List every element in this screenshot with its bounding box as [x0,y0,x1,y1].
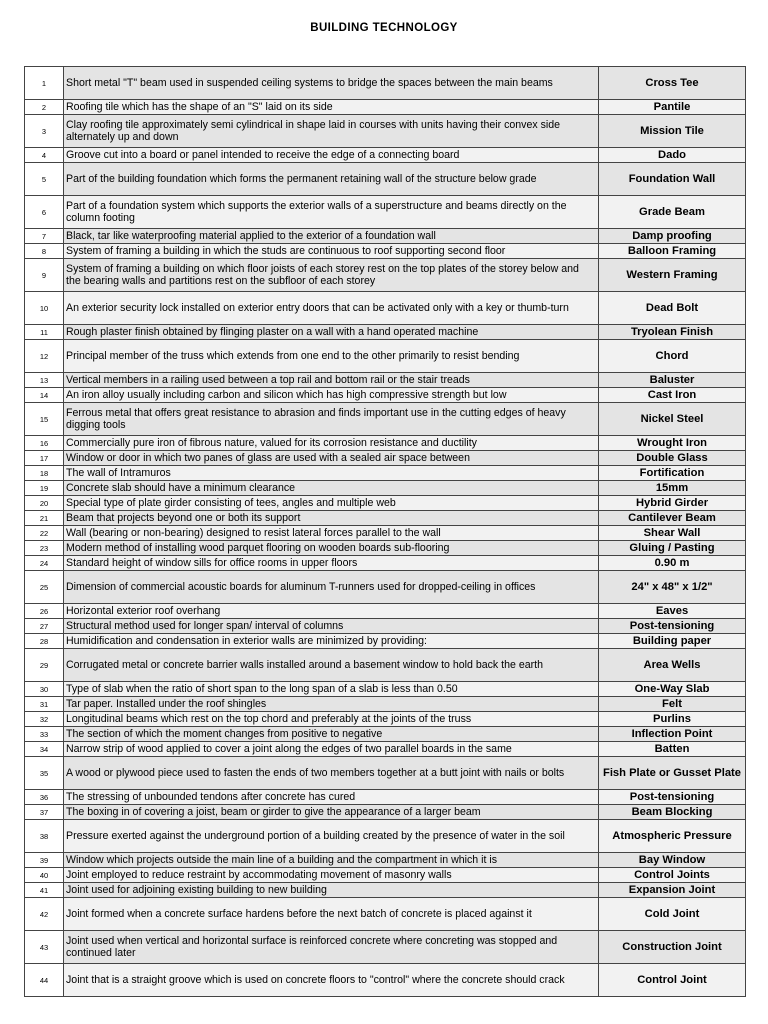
definition-cell: Groove cut into a board or panel intended to receive the edge of a connecting board [64,148,599,163]
term-cell: Purlins [599,712,746,727]
term-cell: Dado [599,148,746,163]
row-number: 43 [25,931,64,964]
table-row [25,883,746,898]
row-number: 7 [25,229,64,244]
term-cell: Nickel Steel [599,403,746,436]
row-number: 2 [25,100,64,115]
definition-cell: Black, tar like waterproofing material applied to the exterior of a foundation wall [64,229,599,244]
table-row [25,196,746,229]
row-number: 39 [25,853,64,868]
definition-cell: Structural method used for longer span/ interval of columns [64,619,599,634]
row-number: 19 [25,481,64,496]
definition-cell: Vertical members in a railing used between a top rail and bottom rail or the stair treads [64,373,599,388]
table-row [25,373,746,388]
definition-cell: Concrete slab should have a minimum clearance [64,481,599,496]
table-row [25,541,746,556]
row-number: 4 [25,148,64,163]
definition-cell: Corrugated metal or concrete barrier walls installed around a basement window to hold back the earth [64,649,599,682]
definition-cell: Standard height of window sills for office rooms in upper floors [64,556,599,571]
row-number: 14 [25,388,64,403]
term-cell: Damp proofing [599,229,746,244]
term-cell: Batten [599,742,746,757]
row-number: 24 [25,556,64,571]
definition-cell: Horizontal exterior roof overhang [64,604,599,619]
term-cell: Cast Iron [599,388,746,403]
row-number: 23 [25,541,64,556]
term-cell: Foundation Wall [599,163,746,196]
table-row [25,259,746,292]
table-row [25,649,746,682]
definition-cell: Special type of plate girder consisting of tees, angles and multiple web [64,496,599,511]
definition-cell: An exterior security lock installed on exterior entry doors that can be activated only with a key or thumb-turn [64,292,599,325]
table-row [25,571,746,604]
row-number: 20 [25,496,64,511]
row-number: 16 [25,436,64,451]
row-number: 13 [25,373,64,388]
term-cell: Cross Tee [599,67,746,100]
definition-cell: Longitudinal beams which rest on the top chord and preferably at the joints of the truss [64,712,599,727]
table-row [25,100,746,115]
table-row [25,148,746,163]
table-row [25,403,746,436]
term-cell: Atmospheric Pressure [599,820,746,853]
definition-cell: The stressing of unbounded tendons after concrete has cured [64,790,599,805]
row-number: 22 [25,526,64,541]
row-number: 15 [25,403,64,436]
row-number: 33 [25,727,64,742]
row-number: 12 [25,340,64,373]
definition-cell: Joint formed when a concrete surface hardens before the next batch of concrete is placed against it [64,898,599,931]
term-cell: Pantile [599,100,746,115]
term-cell: 24" x 48" x 1/2" [599,571,746,604]
term-cell: Building paper [599,634,746,649]
table-row [25,436,746,451]
definition-cell: A wood or plywood piece used to fasten the ends of two members together at a butt joint with nails or bolts [64,757,599,790]
term-cell: Dead Bolt [599,292,746,325]
row-number: 17 [25,451,64,466]
term-cell: Western Framing [599,259,746,292]
definition-cell: The section of which the moment changes from positive to negative [64,727,599,742]
table-row [25,931,746,964]
table-row [25,325,746,340]
table-row [25,466,746,481]
definition-cell: Clay roofing tile approximately semi cylindrical in shape laid in courses with units having their convex side alternately up and down [64,115,599,148]
term-cell: Post-tensioning [599,619,746,634]
definition-cell: Window which projects outside the main line of a building and the compartment in which it is [64,853,599,868]
row-number: 5 [25,163,64,196]
glossary-table [24,66,746,997]
row-number: 41 [25,883,64,898]
term-cell: Area Wells [599,649,746,682]
table-row [25,229,746,244]
definition-cell: Ferrous metal that offers great resistance to abrasion and finds important use in the cutting edges of heavy digging tools [64,403,599,436]
row-number: 28 [25,634,64,649]
term-cell: Tryolean Finish [599,325,746,340]
table-row [25,853,746,868]
row-number: 36 [25,790,64,805]
table-row [25,634,746,649]
table-row [25,757,746,790]
term-cell: Mission Tile [599,115,746,148]
definition-cell: System of framing a building on which floor joists of each storey rest on the top plates of the storey below and the bearing walls and partitions rest on the subfloor of each storey [64,259,599,292]
row-number: 25 [25,571,64,604]
definition-cell: Rough plaster finish obtained by flinging plaster on a wall with a hand operated machine [64,325,599,340]
definition-cell: Tar paper. Installed under the roof shingles [64,697,599,712]
term-cell: Expansion Joint [599,883,746,898]
table-row [25,244,746,259]
row-number: 35 [25,757,64,790]
definition-cell: Principal member of the truss which extends from one end to the other primarily to resist bending [64,340,599,373]
table-row [25,451,746,466]
row-number: 38 [25,820,64,853]
row-number: 34 [25,742,64,757]
row-number: 42 [25,898,64,931]
definition-cell: Joint employed to reduce restraint by accommodating movement of masonry walls [64,868,599,883]
row-number: 11 [25,325,64,340]
table-row [25,481,746,496]
term-cell: Hybrid Girder [599,496,746,511]
definition-cell: Short metal "T" beam used in suspended ceiling systems to bridge the spaces between the main beams [64,67,599,100]
row-number: 40 [25,868,64,883]
term-cell: Beam Blocking [599,805,746,820]
table-row [25,496,746,511]
definition-cell: Roofing tile which has the shape of an "S" laid on its side [64,100,599,115]
glossary-body [25,67,746,997]
term-cell: Double Glass [599,451,746,466]
row-number: 27 [25,619,64,634]
table-row [25,526,746,541]
term-cell: Fish Plate or Gusset Plate [599,757,746,790]
table-row [25,964,746,997]
row-number: 9 [25,259,64,292]
table-row [25,604,746,619]
table-row [25,742,746,757]
term-cell: Wrought Iron [599,436,746,451]
definition-cell: Joint used for adjoining existing building to new building [64,883,599,898]
table-row [25,682,746,697]
term-cell: Bay Window [599,853,746,868]
row-number: 31 [25,697,64,712]
term-cell: 15mm [599,481,746,496]
row-number: 6 [25,196,64,229]
definition-cell: Narrow strip of wood applied to cover a joint along the edges of two parallel boards in the same [64,742,599,757]
definition-cell: Window or door in which two panes of glass are used with a sealed air space between [64,451,599,466]
term-cell: Inflection Point [599,727,746,742]
row-number: 18 [25,466,64,481]
row-number: 10 [25,292,64,325]
term-cell: Cantilever Beam [599,511,746,526]
term-cell: 0.90 m [599,556,746,571]
page-title: BUILDING TECHNOLOGY [310,22,458,34]
term-cell: Post-tensioning [599,790,746,805]
definition-cell: Joint used when vertical and horizontal surface is reinforced concrete where concreting was stopped and continued later [64,931,599,964]
table-row [25,820,746,853]
row-number: 44 [25,964,64,997]
definition-cell: Dimension of commercial acoustic boards for aluminum T-runners used for dropped-ceiling in offices [64,571,599,604]
term-cell: Control Joints [599,868,746,883]
term-cell: Fortification [599,466,746,481]
definition-cell: The wall of Intramuros [64,466,599,481]
table-row [25,67,746,100]
table-row [25,388,746,403]
row-number: 21 [25,511,64,526]
row-number: 32 [25,712,64,727]
table-row [25,790,746,805]
table-row [25,619,746,634]
term-cell: Gluing / Pasting [599,541,746,556]
term-cell: Grade Beam [599,196,746,229]
row-number: 29 [25,649,64,682]
term-cell: Baluster [599,373,746,388]
row-number: 8 [25,244,64,259]
table-row [25,556,746,571]
row-number: 1 [25,67,64,100]
term-cell: Control Joint [599,964,746,997]
table-row [25,727,746,742]
table-row [25,163,746,196]
term-cell: Shear Wall [599,526,746,541]
term-cell: Cold Joint [599,898,746,931]
row-number: 30 [25,682,64,697]
definition-cell: The boxing in of covering a joist, beam or girder to give the appearance of a larger beam [64,805,599,820]
definition-cell: Type of slab when the ratio of short span to the long span of a slab is less than 0.50 [64,682,599,697]
term-cell: Construction Joint [599,931,746,964]
definition-cell: Modern method of installing wood parquet flooring on wooden boards sub-flooring [64,541,599,556]
row-number: 26 [25,604,64,619]
table-row [25,868,746,883]
term-cell: Felt [599,697,746,712]
table-row [25,898,746,931]
definition-cell: Part of the building foundation which forms the permanent retaining wall of the structure below grade [64,163,599,196]
term-cell: Balloon Framing [599,244,746,259]
table-row [25,697,746,712]
term-cell: Chord [599,340,746,373]
table-row [25,805,746,820]
definition-cell: An iron alloy usually including carbon and silicon which has high compressive strength but low [64,388,599,403]
table-row [25,340,746,373]
table-row [25,712,746,727]
definition-cell: Pressure exerted against the underground portion of a building created by the presence of water in the soil [64,820,599,853]
table-row [25,511,746,526]
definition-cell: Joint that is a straight groove which is used on concrete floors to "control" where the concrete should crack [64,964,599,997]
table-row [25,292,746,325]
definition-cell: Wall (bearing or non-bearing) designed to resist lateral forces parallel to the wall [64,526,599,541]
table-row [25,115,746,148]
row-number: 37 [25,805,64,820]
definition-cell: Part of a foundation system which supports the exterior walls of a superstructure and beams directly on the column footing [64,196,599,229]
row-number: 3 [25,115,64,148]
definition-cell: Commercially pure iron of fibrous nature, valued for its corrosion resistance and ductility [64,436,599,451]
definition-cell: System of framing a building in which the studs are continuous to roof supporting second floor [64,244,599,259]
definition-cell: Humidification and condensation in exterior walls are minimized by providing: [64,634,599,649]
term-cell: Eaves [599,604,746,619]
definition-cell: Beam that projects beyond one or both its support [64,511,599,526]
term-cell: One-Way Slab [599,682,746,697]
